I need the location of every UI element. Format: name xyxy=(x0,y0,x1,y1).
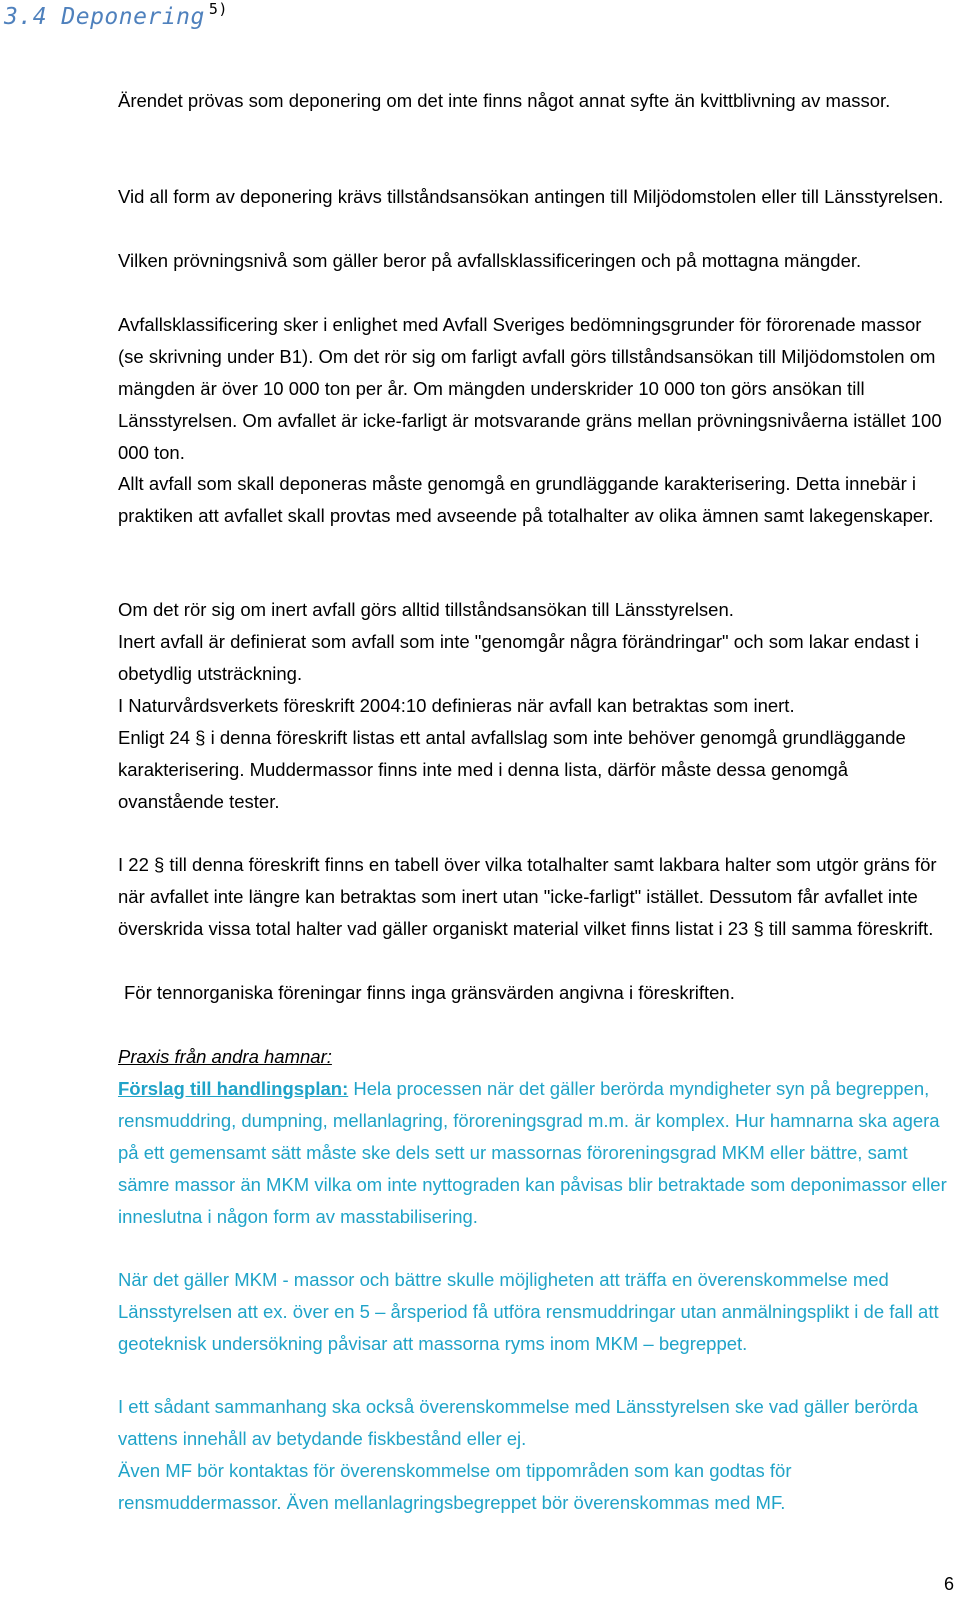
paragraph-9: Enligt 24 § i denna föreskrift listas ett antal avfallslag som inte behöver genomgå grundläggande karakterisering. Muddermassor finns inte med i denna lista, därför måste dessa genomgå ovanstående tester. xyxy=(118,727,906,812)
paragraph-8: I Naturvårdsverkets föreskrift 2004:10 definieras när avfall kan betraktas som inert. xyxy=(118,695,795,716)
paragraph-4: Avfallsklassificering sker i enlighet med Avfall Sveriges bedömningsgrunder för förorenade massor (se skrivning under B1). Om det rör sig om farligt avfall görs tillståndsansökan till Miljödomstolen om mängden är över 10 000 ton per år. Om mängden underskrider 10 000 ton görs ansökan till Länsstyrelsen. Om avfallet är icke-farligt är motsvarande gräns mellan prövningsnivåerna istället 100 000 ton. xyxy=(118,314,942,463)
section-title: 3.4 Deponering xyxy=(4,4,205,30)
action-plan-paragraph xyxy=(118,1073,950,1233)
footnote-marker: 5) xyxy=(208,0,228,18)
praxis-paragraph-2: När det gäller MKM - massor och bättre skulle möjligheten att träffa en överenskommelse med Länsstyrelsen att ex. över en 5 – årsperiod få utföra rensmuddringar utan anmälningsplikt i de fall att geoteknisk undersökning påvisar att massorna ryms inom MKM – begreppet. xyxy=(118,1269,939,1354)
paragraph-2: Vid all form av deponering krävs tillståndsansökan antingen till Miljödomstolen eller till Länsstyrelsen. xyxy=(118,186,944,207)
page-number: 6 xyxy=(943,1574,954,1594)
paragraph-7: Inert avfall är definierat som avfall som inte "genomgår några förändringar" och som lakar endast i obetydlig utsträckning. xyxy=(118,631,919,684)
praxis-paragraph-4: Även MF bör kontaktas för överenskommelse om tippområden som kan godtas för rensmuddermassor. Även mellanlagringsbegreppet bör överenskommas med MF. xyxy=(118,1460,792,1513)
action-plan-label: Förslag till handlingsplan: xyxy=(118,1078,349,1099)
section-heading xyxy=(4,0,228,30)
paragraph-1: Ärendet prövas som deponering om det inte finns något annat syfte än kvittblivning av massor. xyxy=(118,90,891,111)
paragraph-3: Vilken prövningsnivå som gäller beror på avfallsklassificeringen och på mottagna mängder. xyxy=(118,250,862,271)
praxis-title: Praxis från andra hamnar: xyxy=(118,1046,332,1067)
paragraph-5: Allt avfall som skall deponeras måste genomgå en grundläggande karakterisering. Detta innebär i praktiken att avfallet skall provtas med avseende på totalhalter av olika ämnen samt lakegenskaper. xyxy=(118,473,934,526)
action-plan-text: Hela processen när det gäller berörda myndigheter syn på begreppen, rensmuddring, dumpning, mellanlagring, föroreningsgrad m.m. är komplex. Hur hamnarna ska agera på ett gemensamt sätt måste ske dels sett ur massornas föroreningsgrad MKM eller bättre, samt sämre massor än MKM vilka om inte nyttograden kan påvisas blir betraktade som deponimassor eller inneslutna i någon form av masstabilisering. xyxy=(118,1078,947,1227)
praxis-paragraph-3: I ett sådant sammanhang ska också överenskommelse med Länsstyrelsen ske vad gäller berörda vattens innehåll av betydande fiskbestånd eller ej. xyxy=(118,1396,919,1449)
paragraph-10: I 22 § till denna föreskrift finns en tabell över vilka totalhalter samt lakbara halter som utgör gräns för när avfallet inte längre kan betraktas som inert utan "icke-farligt" istället. Dessutom får avfallet inte överskrida vissa total halter vad gäller organiskt material vilket finns listat i 23 § till samma föreskrift. xyxy=(118,854,937,939)
paragraph-6: Om det rör sig om inert avfall görs alltid tillståndsansökan till Länsstyrelsen. xyxy=(118,599,734,620)
paragraph-11: För tennorganiska föreningar finns inga gränsvärden angivna i föreskriften. xyxy=(124,982,735,1003)
